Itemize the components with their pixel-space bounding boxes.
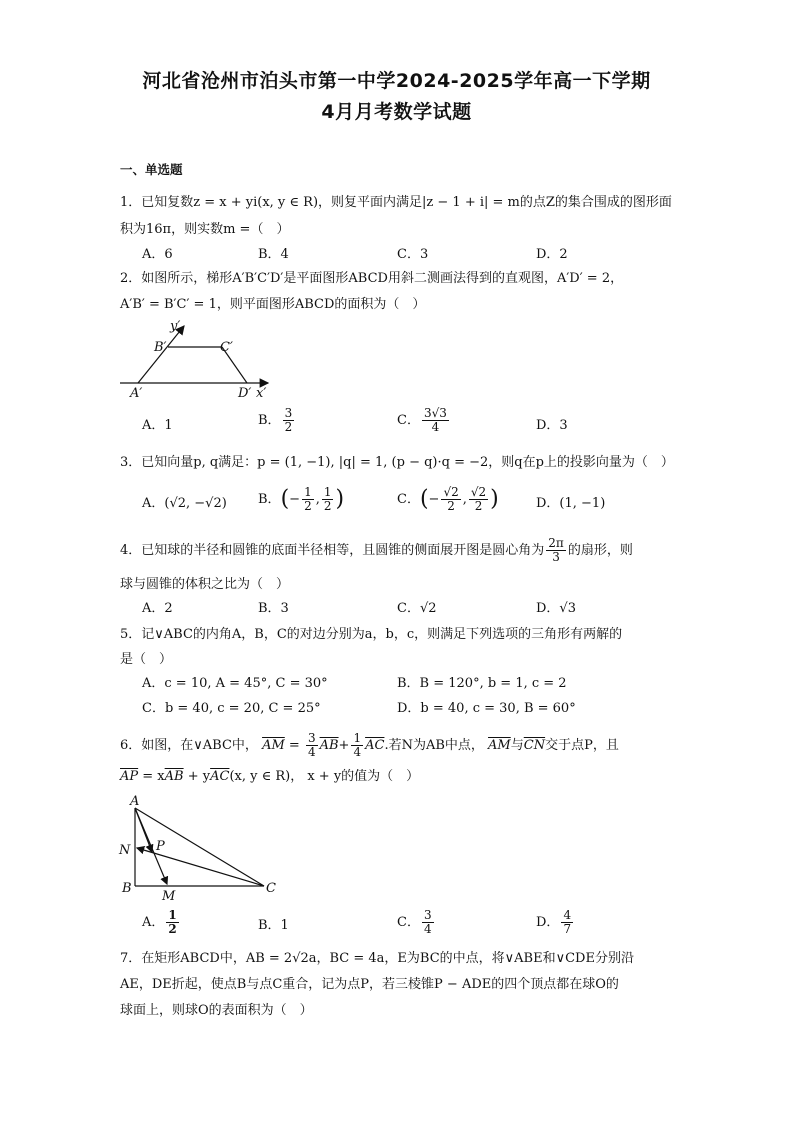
q6-option-d-den: 7 bbox=[563, 922, 572, 936]
q3-option-c: C．(− $\frac{√2}{2}$ , $\frac{√2}{2}$ ) bbox=[397, 485, 499, 513]
q1-option-b: B．4 bbox=[258, 247, 289, 262]
section-heading: 一、单选题 bbox=[120, 162, 183, 177]
q2-option-c-num: 3√3 bbox=[423, 406, 447, 420]
q6-option-a-num: 1 bbox=[168, 908, 177, 922]
q2-option-b bbox=[258, 407, 296, 434]
q6-edge-ac bbox=[135, 808, 264, 886]
q4-option-c: C．√2 bbox=[397, 601, 437, 616]
q4-stem-line2: 球与圆锥的体积之比为（ ） bbox=[120, 577, 290, 592]
q6-vec-ac-2: $\overline{AC}$ bbox=[210, 769, 230, 784]
q5-option-a: A．c = 10, A = 45°, C = 30° bbox=[142, 676, 328, 691]
q6-option-c-den: 4 bbox=[423, 922, 432, 936]
q6-option-a bbox=[142, 909, 181, 936]
q2-label-y: y′ bbox=[170, 319, 181, 334]
q6-stem-part2: .若N为AB中点， bbox=[384, 738, 484, 753]
q6-stem-part4: 交于点P，且 bbox=[545, 738, 619, 753]
q6-label-b: B bbox=[122, 881, 132, 896]
q6-label-m: M bbox=[162, 889, 176, 904]
q2-label-d: D′ bbox=[238, 386, 252, 400]
q4-angle-num: 2π bbox=[548, 536, 564, 550]
q6-triangle-figure bbox=[116, 792, 286, 904]
q6-stem-part1: 6．如图，在∨ABC中， bbox=[120, 738, 258, 753]
q7-stem-line3: 球面上，则球O的表面积为（ ） bbox=[120, 1003, 313, 1018]
q2-option-c bbox=[397, 407, 451, 434]
q4-stem-line1 bbox=[120, 537, 633, 564]
q3-option-c-a-den: 2 bbox=[447, 499, 455, 513]
q3-option-b-b-num: 1 bbox=[323, 485, 332, 499]
q3-option-b: B．(− $\frac{1}{2}$ , $\frac{1}{2}$ ) bbox=[258, 485, 345, 513]
q6-vec-ab: $\overline{AB}$ bbox=[319, 738, 339, 753]
q6-vec-ac: $\overline{AC}$ bbox=[365, 738, 385, 753]
q6-option-d-num: 4 bbox=[563, 908, 572, 922]
doc-title-line2: 4月月考数学试题 bbox=[321, 101, 472, 123]
q6-option-d bbox=[536, 909, 575, 936]
q2-option-b-den: 2 bbox=[284, 420, 293, 434]
q2-label-c: C′ bbox=[220, 340, 233, 355]
doc-title-line1: 河北省沧州市泊头市第一中学2024-2025学年高一下学期 bbox=[142, 70, 651, 92]
q4-option-d: D．√3 bbox=[536, 601, 576, 616]
q4-angle-den: 3 bbox=[552, 550, 560, 564]
q6-stem-line2 bbox=[120, 768, 419, 786]
q1-stem-line2: 积为16π，则实数m =（ ） bbox=[120, 222, 290, 237]
q3-option-b-b-den: 2 bbox=[323, 499, 332, 513]
q6-stem-part5: (x, y ∈ R)， x + y的值为（ ） bbox=[229, 769, 420, 784]
q6-eq-y: + y bbox=[187, 769, 211, 784]
q6-option-b: B．1 bbox=[258, 918, 289, 933]
q2-option-b-label: B． bbox=[258, 413, 281, 428]
q6-option-a-label: A． bbox=[142, 915, 165, 930]
q2-stem-line2: A′B′ = B′C′ = 1，则平面图形ABCD的面积为（ ） bbox=[120, 297, 426, 312]
q5-option-d: D．b = 40, c = 30, B = 60° bbox=[397, 701, 576, 716]
q2-option-d: D．3 bbox=[536, 418, 568, 433]
q6-option-d-label: D． bbox=[536, 915, 560, 930]
q6-vec-cn: $\overline{CN}$ bbox=[523, 738, 546, 753]
q1-option-d: D．2 bbox=[536, 247, 568, 262]
q2-option-c-label: C． bbox=[397, 413, 420, 428]
q6-label-a: A bbox=[130, 794, 140, 809]
q3-stem-line1: 3．已知向量p, q满足：p = (1, −1), |q| = 1, (p − q)·q = −2，则q在p上的投影向量为（ ） bbox=[120, 455, 674, 470]
q5-stem-line2: 是（ ） bbox=[120, 652, 173, 667]
q6-stem-part3: 与 bbox=[510, 738, 524, 753]
q4-option-b: B．3 bbox=[258, 601, 289, 616]
q5-option-c: C．b = 40, c = 20, C = 25° bbox=[142, 701, 321, 716]
q4-stem-part1: 4．已知球的半径和圆锥的底面半径相等，且圆锥的侧面展开图是圆心角为 bbox=[120, 543, 545, 558]
q6-f1-den: 4 bbox=[307, 745, 316, 759]
q3-option-a: A．(√2, −√2) bbox=[142, 496, 227, 511]
q4-stem-part2: 的扇形，则 bbox=[567, 543, 633, 558]
q1-stem-line1: 1．已知复数z = x + yi(x, y ∈ R)，则复平面内满足|z − 1 + i| = m的点Z的集合围成的图形面 bbox=[120, 195, 672, 210]
q6-vec-am-2: $\overline{AM}$ bbox=[488, 738, 511, 753]
q6-label-c: C bbox=[266, 881, 276, 896]
q6-option-c bbox=[397, 909, 436, 936]
q6-option-c-num: 3 bbox=[423, 908, 432, 922]
q2-label-a: A′ bbox=[130, 386, 143, 400]
q6-vec-am: $\overline{AM}$ bbox=[262, 738, 285, 753]
q6-label-p: P bbox=[156, 839, 165, 854]
q6-vector-ap bbox=[135, 808, 152, 852]
q2-option-a: A．1 bbox=[142, 418, 173, 433]
q6-plus: + bbox=[338, 738, 350, 753]
q5-option-b: B．B = 120°, b = 1, c = 2 bbox=[397, 676, 567, 691]
q3-option-c-b-den: 2 bbox=[474, 499, 483, 513]
q6-eq: = bbox=[288, 738, 300, 753]
q6-f2-num: 1 bbox=[353, 731, 362, 745]
q2-stem-line1: 2．如图所示，梯形A′B′C′D′是平面图形ABCD用斜二测画法得到的直观图，A′D′ = 2， bbox=[120, 271, 624, 286]
q7-stem-line1: 7．在矩形ABCD中，AB = 2√2a，BC = 4a，E为BC的中点，将∨ABE和∨CDE分别沿 bbox=[120, 951, 634, 966]
q3-option-b-a-den: 2 bbox=[304, 499, 312, 513]
q6-label-n: N bbox=[119, 843, 131, 858]
q6-option-a-den: 2 bbox=[168, 922, 177, 936]
q4-option-a: A．2 bbox=[142, 601, 173, 616]
q1-option-c: C．3 bbox=[397, 247, 429, 262]
q3-option-d: D．(1, −1) bbox=[536, 496, 606, 511]
q5-stem-line1: 5．记∨ABC的内角A，B，C的对边分别为a，b，c，则满足下列选项的三角形有两解的 bbox=[120, 627, 623, 642]
q7-stem-line2: AE，DE折起，使点B与点C重合，记为点P，若三棱锥P − ADE的四个顶点都在球O的 bbox=[120, 977, 619, 992]
q3-option-c-b-num: √2 bbox=[470, 485, 487, 499]
q3-option-b-label: B． bbox=[258, 492, 281, 507]
q6-vec-ap: $\overline{AP}$ bbox=[120, 769, 139, 784]
q6-option-c-label: C． bbox=[397, 915, 420, 930]
q2-label-x: x′ bbox=[256, 386, 267, 400]
q1-option-a: A．6 bbox=[142, 247, 173, 262]
q3-option-c-label: C． bbox=[397, 492, 420, 507]
q2-label-b: B′ bbox=[154, 340, 167, 355]
q6-vec-ab-2: $\overline{AB}$ bbox=[164, 769, 184, 784]
q6-f1-num: 3 bbox=[307, 731, 316, 745]
q6-f2-den: 4 bbox=[353, 745, 362, 759]
q2-option-c-den: 4 bbox=[431, 420, 440, 434]
q2-trapezoid-figure bbox=[118, 318, 278, 400]
q2-option-b-num: 3 bbox=[284, 406, 293, 420]
q3-option-c-a-num: √2 bbox=[443, 485, 459, 499]
q6-stem-line1 bbox=[120, 732, 619, 759]
q3-option-b-a-num: 1 bbox=[304, 485, 312, 499]
q6-eq-x: = x bbox=[142, 769, 165, 784]
